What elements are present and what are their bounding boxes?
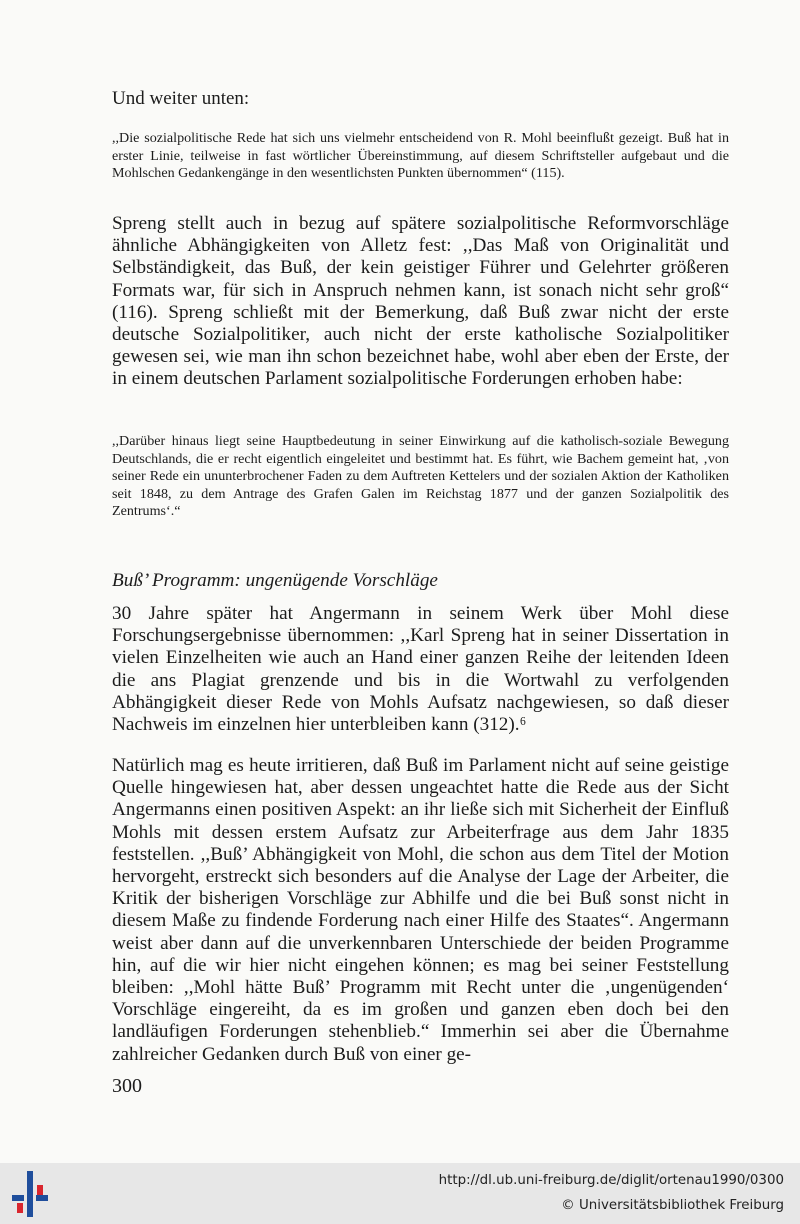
block-quote-2: ,,Darüber hinaus liegt seine Hauptbedeutung in seiner Einwirkung auf die katholisch-soziale Bewegung Deutschlands, die er recht eigentlich eingeleitet und bestimmt hat. Es führt, wie Bachem gemeint hat, ‚von seiner Rede ein ununterbrochener Faden zu dem Auftreten Kettelers und der sozialen Aktion der Katholiken seit 1848, zu dem Antrage des Grafen Galen im Reichstag 1877 und der ganzen Sozialpolitik des Zentrums‘.“	[112, 433, 729, 520]
intro-line: Und weiter unten:	[112, 88, 250, 109]
source-url-link[interactable]: http://dl.ub.uni-freiburg.de/diglit/ortenau1990/0300	[438, 1173, 784, 1188]
footer-bar	[0, 1163, 800, 1224]
ub-freiburg-logo-icon	[10, 1169, 50, 1219]
paragraph-1: Spreng stellt auch in bezug auf spätere sozialpolitische Reformvorschläge ähnliche Abhängigkeiten von Alletz fest: ,,Das Maß von Originalität und Selbständigkeit, das Buß, der kein geistiger Führer und Gelehrter größeren Formats war, für sich in Anspruch nehmen kann, ist sonach nicht sehr groß“ (116). Spreng schließt mit der Bemerkung, daß Buß zwar nicht der erste deutsche Sozialpolitiker, auch nicht der erste katholische Sozialpolitiker gewesen sei, wie man ihn schon bezeichnet habe, wohl aber eben der Erste, der in einem deutschen Parlament sozialpolitische Forderungen erhoben habe:	[112, 213, 729, 390]
paragraph-3: Natürlich mag es heute irritieren, daß Buß im Parlament nicht auf seine geistige Quelle hingewiesen hat, aber dessen ungeachtet hatte die Rede aus der Sicht Angermanns einen positiven Aspekt: an ihr ließe sich mit Sicherheit der Einfluß Mohls mit dessen erstem Aufsatz zur Arbeiterfrage aus dem Jahr 1835 feststellen. ,,Buß’ Abhängigkeit von Mohl, die schon aus dem Titel der Motion hervorgeht, erstreckt sich besonders auf die Analyse der Lage der Arbeiter, die Kritik der bisherigen Vorschläge zur Abhilfe und die bei Buß sonst nicht in diesem Maße zu findende Forderung nach einer Hilfe des Staates“. Angermann weist aber dann auf die unverkennbaren Unterschiede der beiden Programme hin, auf die wir hier nicht eingehen können; es mag bei seiner Feststellung bleiben: ,,Mohl hätte Buß’ Programm mit Recht unter die ‚ungenügenden‘ Vorschläge eingereiht, da es im großen und ganzen eben doch bei den landläufigen Forderungen stehenblieb.“ Immerhin sei aber die Übernahme zahlreicher Gedanken durch Buß von einer ge-	[112, 755, 729, 1065]
copyright-notice: © Universitätsbibliothek Freiburg	[561, 1198, 784, 1213]
page-number: 300	[112, 1075, 142, 1097]
section-heading: Buß’ Programm: ungenügende Vorschläge	[112, 570, 438, 591]
paragraph-2: 30 Jahre später hat Angermann in seinem Werk über Mohl diese Forschungsergebnisse übernommen: ,,Karl Spreng hat in seiner Dissertation in vielen Einzelheiten wie auch an Hand einer ganzen Reihe der leitenden Ideen die ans Plagiat grenzende und bis in die Wortwahl zu verfolgenden Abhängigkeit dieser Rede von Mohls Aufsatz nachgewiesen, so daß dieser Nachweis im einzelnen hier unterbleiben kann (312).⁶	[112, 603, 729, 736]
block-quote-1: ,,Die sozialpolitische Rede hat sich uns vielmehr entscheidend von R. Mohl beeinflußt gezeigt. Buß hat in erster Linie, teilweise in fast wörtlicher Übereinstimmung, auf diesem Schriftsteller aufgebaut und die Mohlschen Gedankengänge in den wesentlichsten Punkten übernommen“ (115).	[112, 130, 729, 182]
